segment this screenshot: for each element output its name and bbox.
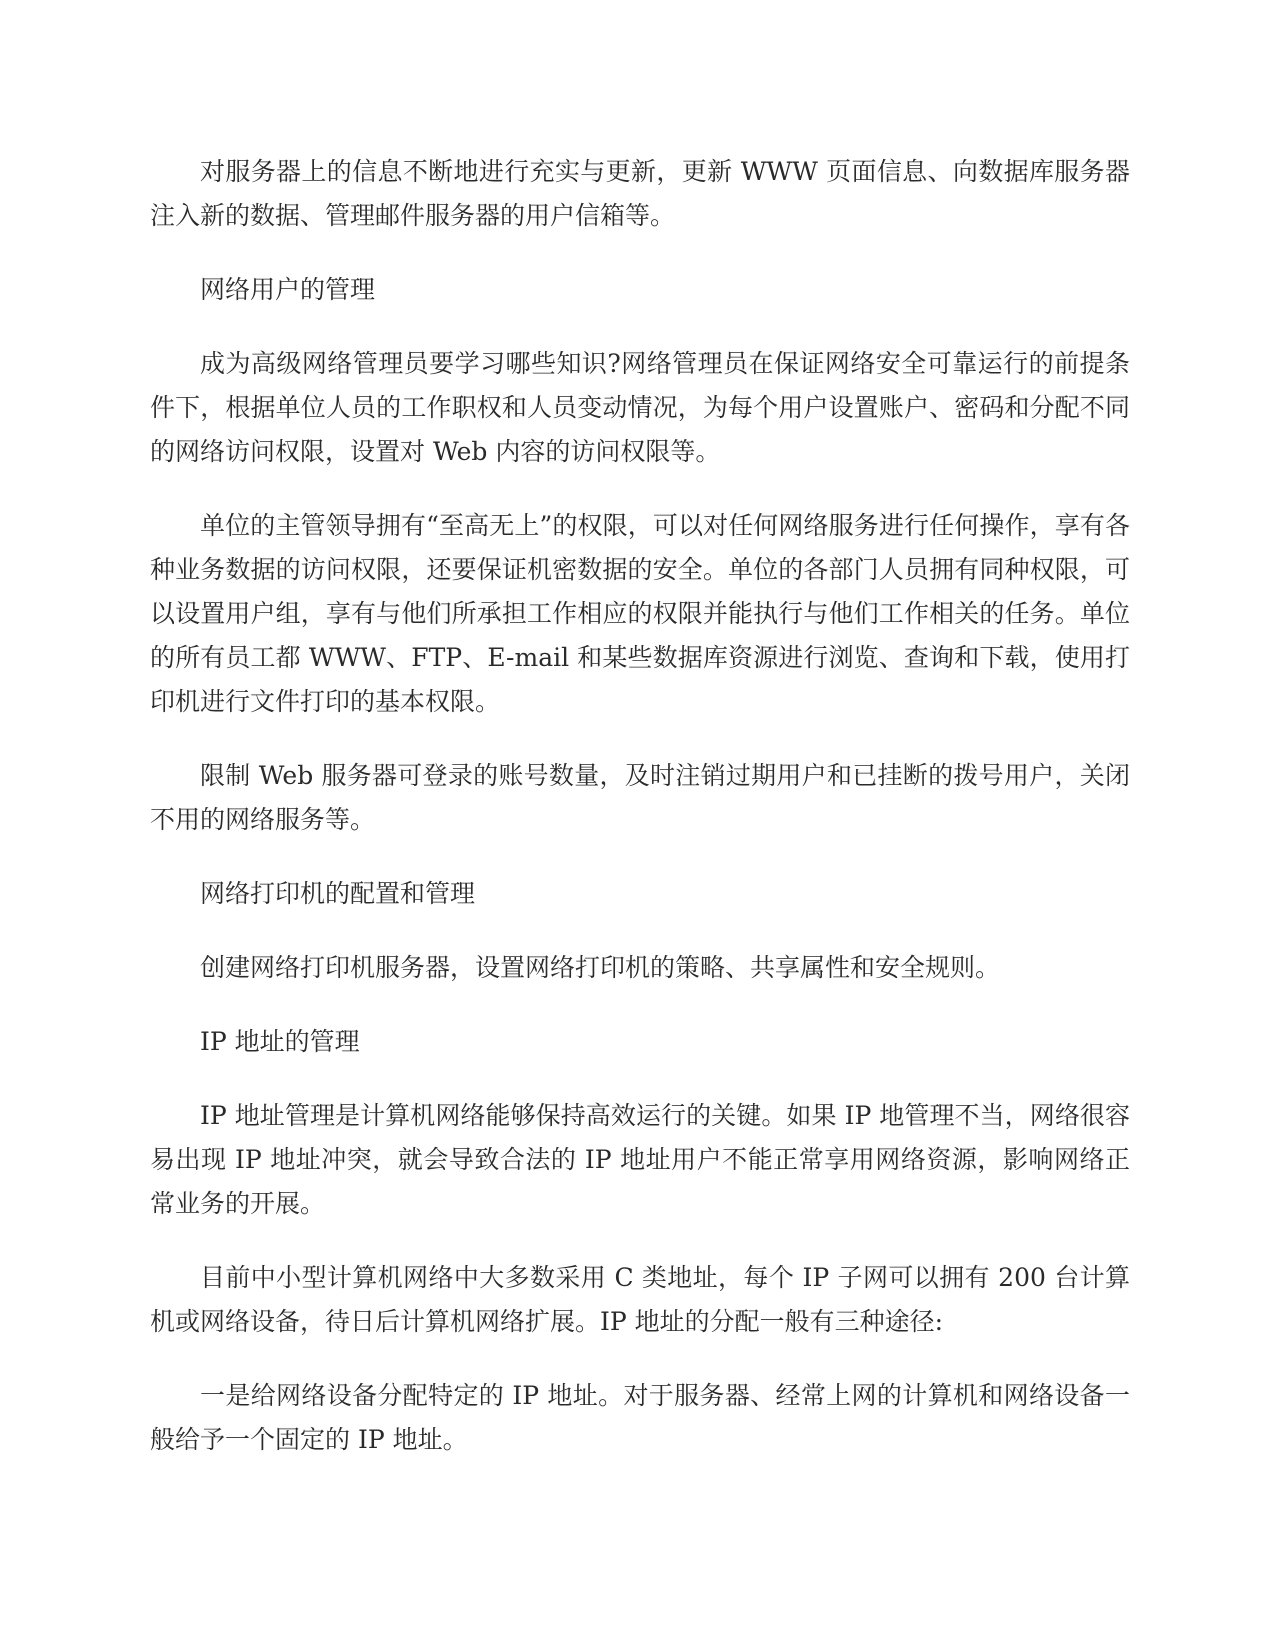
section-heading-network-printer: 网络打印机的配置和管理 [200,879,476,908]
paragraph-ip-management-key: IP 地址管理是计算机网络能够保持高效运行的关键。如果 IP 地管理不当，网络很容易出现 IP 地址冲突，就会导致合法的 IP 地址用户不能正常享用网络资源，影响网络正常业务的开展。 [150,1101,1130,1218]
section-heading-network-user-management: 网络用户的管理 [200,275,376,304]
paragraph-fixed-ip-assignment: 一是给网络设备分配特定的 IP 地址。对于服务器、经常上网的计算机和网络设备一般给予一个固定的 IP 地址。 [150,1381,1130,1454]
paragraph-user-accounts-permissions: 成为高级网络管理员要学习哪些知识?网络管理员在保证网络安全可靠运行的前提条件下，根据单位人员的工作职权和人员变动情况，为每个用户设置账户、密码和分配不同的网络访问权限，设置对 Web 内容的访问权限等。 [150,349,1130,466]
paragraph-class-c-addresses: 目前中小型计算机网络中大多数采用 C 类地址，每个 IP 子网可以拥有 200 台计算机或网络设备，待日后计算机网络扩展。IP 地址的分配一般有三种途径: [150,1263,1130,1336]
paragraph-server-info-update: 对服务器上的信息不断地进行充实与更新，更新 WWW 页面信息、向数据库服务器注入新的数据、管理邮件服务器的用户信箱等。 [150,157,1130,230]
paragraph-printer-server: 创建网络打印机服务器，设置网络打印机的策略、共享属性和安全规则。 [200,953,1001,982]
section-heading-ip-address-management: IP 地址的管理 [200,1027,360,1056]
document-body [150,150,1130,1492]
paragraph-permission-levels: 单位的主管领导拥有“至高无上”的权限，可以对任何网络服务进行任何操作，享有各种业务数据的访问权限，还要保证机密数据的安全。单位的各部门人员拥有同种权限，可以设置用户组，享有与他们所承担工作相应的权限并能执行与他们工作相关的任务。单位的所有员工都 WWW、FTP、E-mail 和某些数据库资源进行浏览、查询和下载，使用打印机进行文件打印的基本权限。 [150,511,1130,716]
paragraph-web-account-limits: 限制 Web 服务器可登录的账号数量，及时注销过期用户和已挂断的拨号用户，关闭不用的网络服务等。 [150,761,1130,834]
